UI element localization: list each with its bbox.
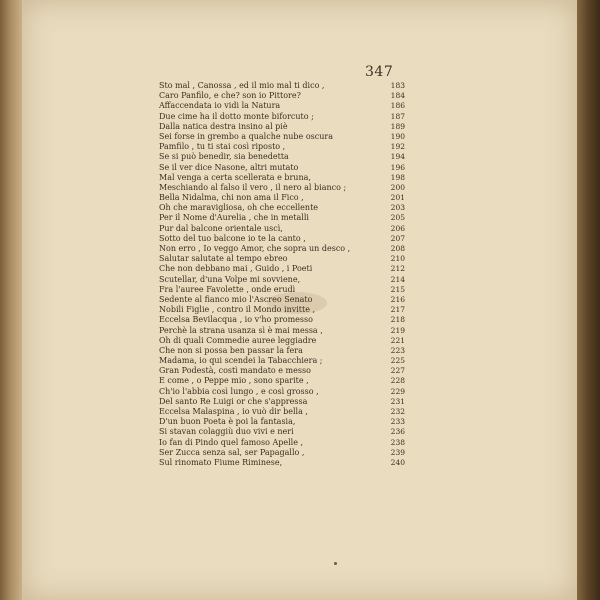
book-page (22, 0, 577, 600)
index-entry (159, 224, 405, 234)
entry-page-number: 240 (390, 457, 405, 467)
index-entry (159, 132, 405, 142)
index-entry (159, 244, 405, 254)
index-entry (159, 285, 405, 295)
first-line-text: Non erro , Io veggo Amor, che sopra un desco , (159, 244, 351, 253)
first-line-text: Due cime ha il dotto monte biforcuto ; (159, 111, 314, 121)
entry-page-number: 192 (390, 142, 405, 152)
entry-page-number: 212 (390, 264, 405, 274)
index-entry (159, 295, 405, 305)
first-line-text: Se il ver dice Nasone, altri mutato (159, 162, 299, 172)
ink-dot (334, 562, 337, 565)
entry-page-number: 208 (390, 244, 405, 253)
first-line-text: Si stavan colaggiù duo vivi e neri (159, 427, 294, 437)
index-entry (159, 213, 405, 223)
entry-page-number: 184 (390, 91, 405, 101)
index-entry (159, 427, 405, 437)
entry-page-number: 223 (390, 345, 405, 355)
index-entry (159, 387, 405, 397)
index-entry (159, 397, 405, 407)
first-line-text: Meschiando al falso il vero , il nero al bianco ; (159, 182, 347, 192)
entry-page-number: 210 (390, 254, 405, 264)
first-line-text: Perchè la strana usanza sì è mai messa , (159, 325, 323, 335)
first-line-text: Oh di quali Commedie auree leggiadre (159, 335, 317, 345)
entry-page-number: 231 (390, 396, 405, 406)
first-line-text: Sotto del tuo balcone io te la canto , (159, 233, 306, 243)
index-entry (159, 407, 405, 417)
first-line-text: Mal venga a certa scellerata e bruna, (159, 172, 311, 182)
entry-page-number: 201 (390, 193, 405, 203)
entry-page-number: 233 (390, 417, 405, 427)
index-entry (159, 193, 405, 203)
index-entry (159, 81, 405, 91)
index-entry (159, 366, 405, 376)
first-line-text: Caro Panfilo, e che? son io Pittore? (159, 91, 301, 101)
index-entry (159, 183, 405, 193)
entry-page-number: 227 (390, 366, 405, 376)
index-of-first-lines (159, 81, 405, 468)
index-entry (159, 173, 405, 183)
first-line-text: Scutellar, d'una Volpe mi sovviene, (159, 274, 301, 284)
index-entry (159, 336, 405, 346)
index-entry (159, 163, 405, 173)
entry-page-number: 219 (390, 325, 405, 335)
first-line-text: Madama, io qui scendei la Tabacchiera ; (159, 356, 323, 366)
index-entry (159, 326, 405, 336)
entry-page-number: 228 (390, 376, 405, 386)
entry-page-number: 225 (390, 356, 405, 366)
first-line-text: Affaccendata io vidi la Natura (159, 101, 281, 111)
entry-page-number: 203 (390, 203, 405, 213)
entry-page-number: 236 (390, 427, 405, 437)
first-line-text: Nobili Figlie , contro il Mondo invitte , (159, 305, 316, 315)
entry-page-number: 186 (390, 101, 405, 111)
index-entry (159, 305, 405, 315)
index-entry (159, 376, 405, 386)
first-line-text: Pur dal balcone orientale uscì, (159, 223, 283, 233)
first-line-text: Per il Nome d'Aurelia , che in metalli (159, 213, 309, 223)
first-line-text: Io fan di Pindo quel famoso Apelle , (159, 437, 304, 447)
entry-page-number: 215 (390, 284, 405, 294)
index-entry (159, 264, 405, 274)
index-entry (159, 112, 405, 122)
first-line-text: Dalla natica destra insino al piè (159, 121, 288, 131)
entry-page-number: 205 (390, 213, 405, 223)
first-line-text: Che non si possa ben passar la fera (159, 345, 303, 355)
first-line-text: Se si può benedir, sia benedetta (159, 152, 289, 162)
first-line-text: Salutar salutate al tempo ebreo (159, 254, 288, 264)
first-line-text: Del santo Re Luigi or che s'appressa (159, 396, 308, 406)
entry-page-number: 239 (390, 447, 405, 457)
entry-page-number: 206 (390, 223, 405, 233)
first-line-text: Pamfilo , tu ti stai così riposto , (159, 142, 286, 152)
first-line-text: Fra l'auree Favolette , onde erudì (159, 284, 296, 294)
index-entry (159, 438, 405, 448)
entry-page-number: 183 (390, 81, 405, 90)
index-entry (159, 275, 405, 285)
entry-page-number: 232 (390, 407, 405, 416)
first-line-text: Gran Podestà, costì mandato e messo (159, 366, 311, 376)
first-line-text: E come , o Peppe mio , sono sparite , (159, 376, 309, 386)
entry-page-number: 238 (390, 437, 405, 447)
first-line-text: Che non debbano mai , Guido , i Poeti (159, 264, 313, 274)
first-line-text: Ser Zucca senza sal, ser Papagallo , (159, 447, 305, 457)
page-number: 347 (365, 64, 394, 80)
entry-page-number: 221 (390, 335, 405, 345)
first-line-text: Sei forse in grembo a qualche nube oscura (159, 131, 333, 141)
entry-page-number: 198 (390, 172, 405, 182)
index-entry (159, 458, 405, 468)
entry-page-number: 196 (390, 162, 405, 172)
first-line-text: Bella Nidalma, chi non ama il Fico , (159, 193, 304, 203)
index-entry (159, 448, 405, 458)
first-line-text: Sto mal , Canossa , ed il mio mal ti dico , (159, 81, 325, 90)
index-entry (159, 315, 405, 325)
entry-page-number: 200 (390, 182, 405, 192)
entry-page-number: 207 (390, 233, 405, 243)
entry-page-number: 214 (390, 274, 405, 284)
index-entry (159, 254, 405, 264)
first-line-text: Sul rinomato Fiume Riminese, (159, 457, 283, 467)
first-line-text: Eccelsa Malaspina , io vuò dir bella , (159, 407, 308, 416)
index-entry (159, 122, 405, 132)
index-entry (159, 203, 405, 213)
index-entry (159, 234, 405, 244)
index-entry (159, 142, 405, 152)
entry-page-number: 190 (390, 131, 405, 141)
first-line-text: Eccelsa Bevilacqua , io v'ho promesso (159, 315, 313, 325)
first-line-text: Oh che maravigliosa, oh che eccellente (159, 203, 319, 213)
index-entry (159, 356, 405, 366)
entry-page-number: 189 (390, 121, 405, 131)
index-entry (159, 152, 405, 162)
entry-page-number: 218 (390, 315, 405, 325)
entry-page-number: 229 (390, 386, 405, 396)
first-line-text: Ch'io l'abbia così lungo , e così grosso , (159, 386, 319, 396)
entry-page-number: 216 (390, 294, 405, 304)
first-line-text: Sedente al fianco mio l'Ascreo Senato (159, 294, 313, 304)
entry-page-number: 187 (390, 111, 405, 121)
first-line-text: D'un buon Poeta è poi la fantasia, (159, 417, 296, 427)
entry-page-number: 194 (390, 152, 405, 162)
index-entry (159, 346, 405, 356)
index-entry (159, 91, 405, 101)
entry-page-number: 217 (390, 305, 405, 315)
index-entry (159, 417, 405, 427)
index-entry (159, 101, 405, 111)
